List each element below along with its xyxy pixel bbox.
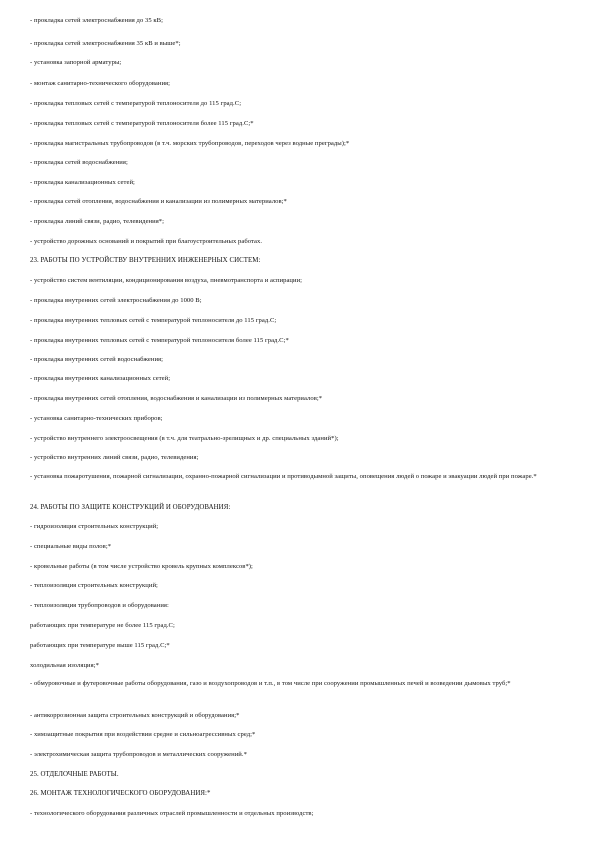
section-heading: 25. ОТДЕЛОЧНЫЕ РАБОТЫ. (30, 771, 119, 778)
text-line: - кровельные работы (в том числе устройство кровель крупных комплексов*); (30, 563, 253, 570)
text-line: - антикоррозионная защита строительных конструкций и оборудования;* (30, 712, 240, 719)
text-line: холодильная изоляция;* (30, 662, 99, 669)
text-line: - прокладка канализационных сетей; (30, 179, 135, 186)
text-line: - устройство дорожных оснований и покрытий при благоустроительных работах. (30, 238, 263, 245)
text-line: - прокладка внутренних тепловых сетей с температурой теплоносителя более 115 град.С;* (30, 337, 289, 344)
text-line: - прокладка внутренних сетей электроснабжения до 1000 В; (30, 297, 202, 304)
text-line: - прокладка тепловых сетей с температурой теплоносителя более 115 град.С;* (30, 120, 254, 127)
text-line: - гидроизоляция строительных конструкций; (30, 523, 159, 530)
text-line: - прокладка сетей отопления, водоснабжения и канализации из полимерных материалов;* (30, 198, 287, 205)
section-heading: 26. МОНТАЖ ТЕХНОЛОГИЧЕСКОГО ОБОРУДОВАНИЯ:* (30, 790, 211, 797)
text-line: - теплоизоляция трубопроводов и оборудования: (30, 602, 169, 609)
text-line: - специальные виды полов;* (30, 543, 112, 550)
text-line: - прокладка сетей электроснабжения до 35 кВ; (30, 17, 163, 24)
text-line: - электрохимическая защита трубопроводов и металлических сооружений.* (30, 751, 247, 758)
text-line: - теплоизоляция строительных конструкций; (30, 582, 158, 589)
text-line: работающих при температуре выше 115 град.С;* (30, 642, 170, 649)
text-paragraph: - установка пожаротушения, пожарной сигнализации, охранно-пожарной сигнализации и противодымной защиты, оповещения людей о пожаре и эвакуации людей при пожаре.* (30, 473, 537, 480)
text-line: - установка санитарно-технических приборов; (30, 415, 163, 422)
text-line: - монтаж санитарно-технического оборудования; (30, 80, 171, 87)
text-line: - устройство внутреннего электроосвещения (в т.ч. для театрально-зрелищных и др. специальных зданий*); (30, 435, 339, 442)
text-line: - прокладка сетей электроснабжения 35 кВ и выше*; (30, 40, 181, 47)
text-line: - прокладка магистральных трубопроводов (в т.ч. морских трубопроводов, переходов через водные преграды);* (30, 140, 350, 147)
text-paragraph: - обмуровочные и футеровочные работы оборудования, газо и воздухопроводов и т.п., в том числе при сооружении промышленных печей и возведении дымовых труб;* (30, 680, 511, 687)
text-line: - прокладка линий связи, радио, телевидения*; (30, 218, 165, 225)
section-heading: 24. РАБОТЫ ПО ЗАЩИТЕ КОНСТРУКЦИЙ И ОБОРУДОВАНИЯ: (30, 504, 231, 511)
text-line: - установка запорной арматуры; (30, 59, 122, 66)
text-line: - устройство систем вентиляции, кондиционирования воздуха, пневмотранспорта и аспирации; (30, 277, 303, 284)
text-line: - технологического оборудования различных отраслей промышленности и отдельных производств; (30, 810, 314, 817)
text-line: - прокладка внутренних сетей водоснабжения; (30, 356, 164, 363)
text-line: - прокладка внутренних сетей отопления, водоснабжения и канализации из полимерных материалов;* (30, 395, 323, 402)
section-heading: 23. РАБОТЫ ПО УСТРОЙСТВУ ВНУТРЕННИХ ИНЖЕНЕРНЫХ СИСТЕМ: (30, 257, 261, 264)
text-line: - прокладка внутренних тепловых сетей с температурой теплоносителя до 115 град.С; (30, 317, 277, 324)
text-line: - химзащитные покрытия при воздействии средне и сильноагрессивных сред;* (30, 731, 256, 738)
text-line: - прокладка тепловых сетей с температурой теплоносителя до 115 град.С; (30, 100, 242, 107)
text-line: работающих при температуре не более 115 град.С; (30, 622, 175, 629)
text-line: - прокладка сетей водоснабжения; (30, 159, 128, 166)
text-line: - устройство внутренних линий связи, радио, телевидения; (30, 454, 199, 461)
text-line: - прокладка внутренних канализационных сетей; (30, 375, 171, 382)
